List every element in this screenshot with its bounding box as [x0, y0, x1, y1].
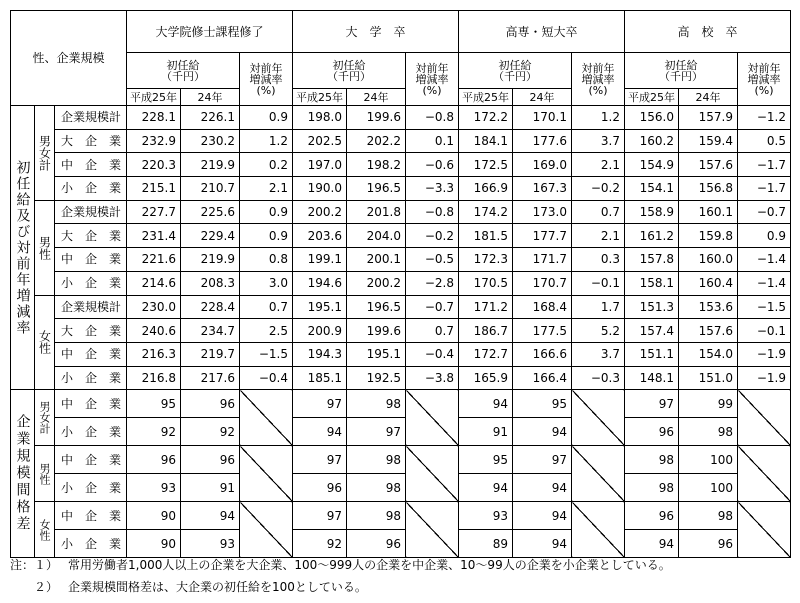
salary-cell: 157.8 — [625, 248, 679, 272]
gap-cell: 98 — [679, 418, 738, 446]
size-label-total: 企業規模計 — [55, 106, 127, 130]
gap-cell: 100 — [679, 474, 738, 502]
rate-header-line2: 増減率 — [415, 72, 449, 86]
rate-cell: −0.4 — [240, 366, 293, 390]
rate-cell: 3.0 — [240, 271, 293, 295]
salary-cell: 219.9 — [181, 248, 240, 272]
salary-cell: 151.1 — [625, 342, 679, 366]
salary-cell: 184.1 — [459, 129, 513, 153]
salary-cell: 226.1 — [181, 106, 240, 130]
rate-cell: 0.9 — [240, 200, 293, 224]
salary-cell: 200.2 — [293, 200, 347, 224]
salary-cell: 166.6 — [513, 342, 572, 366]
rate-header — [240, 53, 293, 106]
rate-header-line2: 増減率 — [249, 72, 283, 86]
size-label-small: 小 企 業 — [55, 177, 127, 201]
section-label-salary — [11, 106, 35, 390]
size-label-small: 小 企 業 — [55, 418, 127, 446]
salary-cell: 198.2 — [347, 153, 406, 177]
salary-header-line2: （千円） — [659, 69, 703, 83]
salary-cell: 198.0 — [293, 106, 347, 130]
gap-cell: 98 — [625, 474, 679, 502]
salary-cell: 157.6 — [679, 319, 738, 343]
gap-cell: 94 — [513, 474, 572, 502]
size-label-medium: 中 企 業 — [55, 342, 127, 366]
salary-cell: 200.2 — [347, 271, 406, 295]
gap-cell: 94 — [513, 530, 572, 558]
salary-cell: 196.5 — [347, 177, 406, 201]
salary-cell: 157.4 — [625, 319, 679, 343]
footnote — [10, 576, 671, 598]
salary-cell: 228.4 — [181, 295, 240, 319]
salary-cell: 159.8 — [679, 224, 738, 248]
empty-diagonal-cell — [738, 502, 791, 558]
rate-cell: 3.7 — [572, 129, 625, 153]
rate-cell: −0.3 — [572, 366, 625, 390]
size-label-total: 企業規模計 — [55, 200, 127, 224]
year-prev-header: 24年 — [679, 89, 738, 106]
gap-cell: 93 — [127, 474, 181, 502]
footnote — [10, 554, 671, 576]
salary-cell: 214.6 — [127, 271, 181, 295]
rate-cell: −0.8 — [406, 106, 459, 130]
rate-cell: −2.8 — [406, 271, 459, 295]
gap-cell: 98 — [347, 390, 406, 418]
salary-cell: 228.1 — [127, 106, 181, 130]
gap-cell: 98 — [679, 502, 738, 530]
salary-cell: 199.6 — [347, 319, 406, 343]
rate-cell: −3.8 — [406, 366, 459, 390]
salary-cell: 171.7 — [513, 248, 572, 272]
size-label-large: 大 企 業 — [55, 129, 127, 153]
rate-cell: −1.9 — [738, 366, 791, 390]
group-header-university: 大 学 卒 — [293, 11, 459, 53]
salary-cell: 185.1 — [293, 366, 347, 390]
salary-cell: 195.1 — [347, 342, 406, 366]
salary-cell: 157.9 — [679, 106, 738, 130]
rate-cell: 3.7 — [572, 342, 625, 366]
rate-cell: −0.2 — [406, 224, 459, 248]
gap-cell: 95 — [459, 446, 513, 474]
gap-cell: 97 — [293, 446, 347, 474]
rate-header — [738, 53, 791, 106]
rate-cell: −1.7 — [738, 153, 791, 177]
section-label-gap-text: 企業規模間格差 — [14, 414, 31, 534]
empty-diagonal-cell — [406, 446, 459, 502]
footnotes — [10, 554, 671, 598]
year-current-header: 平成25年 — [625, 89, 679, 106]
sex-label-text: 男女計 — [37, 134, 52, 171]
salary-cell: 216.8 — [127, 366, 181, 390]
gap-cell: 97 — [293, 502, 347, 530]
salary-cell: 167.3 — [513, 177, 572, 201]
salary-cell: 220.3 — [127, 153, 181, 177]
gap-cell: 96 — [127, 446, 181, 474]
rate-header-line1: 対前年 — [747, 61, 781, 75]
sex-label-male — [35, 446, 55, 502]
rate-header-line3: (%) — [588, 83, 608, 97]
rate-cell: 1.2 — [572, 106, 625, 130]
rate-cell: −0.1 — [572, 271, 625, 295]
group-header-masters: 大学院修士課程修了 — [127, 11, 293, 53]
rate-cell: −0.8 — [406, 200, 459, 224]
size-label-total: 企業規模計 — [55, 295, 127, 319]
salary-cell: 229.4 — [181, 224, 240, 248]
footnote-key: 注：１） — [10, 558, 59, 572]
empty-diagonal-cell — [240, 390, 293, 446]
salary-cell: 225.6 — [181, 200, 240, 224]
rate-header-line2: 増減率 — [747, 72, 781, 86]
salary-cell: 158.9 — [625, 200, 679, 224]
salary-header-line2: （千円） — [493, 69, 537, 83]
salary-cell: 197.0 — [293, 153, 347, 177]
gap-cell: 96 — [625, 418, 679, 446]
salary-cell: 171.2 — [459, 295, 513, 319]
section-label-gap — [11, 390, 35, 558]
year-prev-header: 24年 — [347, 89, 406, 106]
salary-cell: 232.9 — [127, 129, 181, 153]
sex-label-text: 女性 — [37, 330, 52, 355]
salary-header-line1: 初任給 — [498, 58, 532, 72]
empty-diagonal-cell — [240, 502, 293, 558]
gap-cell: 91 — [459, 418, 513, 446]
gap-cell: 90 — [127, 502, 181, 530]
sex-label-all — [35, 390, 55, 446]
gap-cell: 92 — [293, 530, 347, 558]
salary-header-line1: 初任給 — [332, 58, 366, 72]
gap-cell: 94 — [293, 418, 347, 446]
gap-cell: 92 — [127, 418, 181, 446]
sex-label-text: 男性 — [37, 235, 52, 260]
rate-cell: −0.7 — [406, 295, 459, 319]
gap-cell: 97 — [625, 390, 679, 418]
rate-cell: 2.1 — [572, 224, 625, 248]
salary-cell: 160.0 — [679, 248, 738, 272]
gap-cell: 94 — [513, 502, 572, 530]
salary-header — [293, 53, 406, 89]
salary-cell: 194.6 — [293, 271, 347, 295]
salary-cell: 170.1 — [513, 106, 572, 130]
sex-label-male — [35, 200, 55, 295]
salary-cell: 172.7 — [459, 342, 513, 366]
gap-cell: 93 — [459, 502, 513, 530]
size-label-medium: 中 企 業 — [55, 248, 127, 272]
salary-cell: 227.7 — [127, 200, 181, 224]
gap-cell: 89 — [459, 530, 513, 558]
salary-cell: 158.1 — [625, 271, 679, 295]
gap-cell: 100 — [679, 446, 738, 474]
salary-header — [625, 53, 738, 89]
salary-cell: 157.6 — [679, 153, 738, 177]
size-label-small: 小 企 業 — [55, 271, 127, 295]
rate-header-line2: 増減率 — [581, 72, 615, 86]
gap-cell: 96 — [181, 446, 240, 474]
rate-cell: −1.9 — [738, 342, 791, 366]
empty-diagonal-cell — [738, 446, 791, 502]
rate-cell: 1.2 — [240, 129, 293, 153]
salary-cell: 174.2 — [459, 200, 513, 224]
rate-header-line1: 対前年 — [581, 61, 615, 75]
salary-cell: 172.2 — [459, 106, 513, 130]
rate-cell: −1.7 — [738, 177, 791, 201]
gap-cell: 96 — [347, 530, 406, 558]
rate-cell: 0.7 — [406, 319, 459, 343]
rate-cell: 2.1 — [572, 153, 625, 177]
size-label-medium: 中 企 業 — [55, 390, 127, 418]
group-header-high-school: 高 校 卒 — [625, 11, 791, 53]
salary-header-line1: 初任給 — [166, 58, 200, 72]
salary-cell: 219.9 — [181, 153, 240, 177]
salary-cell: 160.2 — [625, 129, 679, 153]
salary-cell: 199.6 — [347, 106, 406, 130]
salary-cell: 201.8 — [347, 200, 406, 224]
rate-cell: 0.2 — [240, 153, 293, 177]
salary-cell: 168.4 — [513, 295, 572, 319]
salary-cell: 165.9 — [459, 366, 513, 390]
salary-cell: 199.1 — [293, 248, 347, 272]
sex-label-text: 女性 — [38, 518, 51, 541]
salary-cell: 231.4 — [127, 224, 181, 248]
salary-cell: 234.7 — [181, 319, 240, 343]
salary-cell: 159.4 — [679, 129, 738, 153]
empty-diagonal-cell — [572, 502, 625, 558]
salary-cell: 177.6 — [513, 129, 572, 153]
gap-cell: 91 — [181, 474, 240, 502]
salary-cell: 161.2 — [625, 224, 679, 248]
rate-cell: 0.7 — [572, 200, 625, 224]
salary-cell: 215.1 — [127, 177, 181, 201]
corner-header: 性、企業規模 — [11, 11, 127, 106]
rate-header-line1: 対前年 — [415, 61, 449, 75]
rate-cell: −1.4 — [738, 271, 791, 295]
rate-header-line3: (%) — [256, 83, 276, 97]
salary-cell: 156.8 — [679, 177, 738, 201]
rate-cell: −1.5 — [240, 342, 293, 366]
salary-cell: 203.6 — [293, 224, 347, 248]
rate-cell: 0.9 — [240, 224, 293, 248]
rate-cell: 0.9 — [240, 106, 293, 130]
salary-cell: 217.6 — [181, 366, 240, 390]
rate-header-line3: (%) — [754, 83, 774, 97]
salary-cell: 148.1 — [625, 366, 679, 390]
salary-cell: 204.0 — [347, 224, 406, 248]
gap-cell: 90 — [127, 530, 181, 558]
salary-cell: 170.5 — [459, 271, 513, 295]
salary-header-line2: （千円） — [327, 69, 371, 83]
size-label-large: 大 企 業 — [55, 319, 127, 343]
salary-cell: 240.6 — [127, 319, 181, 343]
salary-cell: 181.5 — [459, 224, 513, 248]
sex-label-all — [35, 106, 55, 201]
salary-cell: 200.1 — [347, 248, 406, 272]
gap-cell: 92 — [181, 418, 240, 446]
salary-cell: 151.3 — [625, 295, 679, 319]
gap-cell: 97 — [293, 390, 347, 418]
gap-cell: 99 — [679, 390, 738, 418]
salary-cell: 172.3 — [459, 248, 513, 272]
salary-cell: 196.5 — [347, 295, 406, 319]
salary-cell: 153.6 — [679, 295, 738, 319]
salary-cell: 194.3 — [293, 342, 347, 366]
rate-cell: −0.4 — [406, 342, 459, 366]
rate-cell: 5.2 — [572, 319, 625, 343]
salary-cell: 166.9 — [459, 177, 513, 201]
salary-cell: 170.7 — [513, 271, 572, 295]
salary-header-line1: 初任給 — [664, 58, 698, 72]
rate-cell: −0.1 — [738, 319, 791, 343]
salary-header-line2: （千円） — [161, 69, 205, 83]
rate-cell: 0.7 — [240, 295, 293, 319]
gap-cell: 95 — [127, 390, 181, 418]
salary-cell: 172.5 — [459, 153, 513, 177]
sex-label-female — [35, 295, 55, 390]
rate-cell: 2.5 — [240, 319, 293, 343]
gap-cell: 98 — [347, 502, 406, 530]
rate-cell: 0.9 — [738, 224, 791, 248]
salary-cell: 208.3 — [181, 271, 240, 295]
rate-header-line3: (%) — [422, 83, 442, 97]
rate-cell: −3.3 — [406, 177, 459, 201]
salary-cell: 230.2 — [181, 129, 240, 153]
rate-cell: 0.8 — [240, 248, 293, 272]
year-current-header: 平成25年 — [127, 89, 181, 106]
size-label-small: 小 企 業 — [55, 474, 127, 502]
gap-cell: 96 — [679, 530, 738, 558]
empty-diagonal-cell — [572, 446, 625, 502]
salary-cell: 154.9 — [625, 153, 679, 177]
rate-cell: −0.6 — [406, 153, 459, 177]
gap-cell: 94 — [625, 530, 679, 558]
salary-cell: 192.5 — [347, 366, 406, 390]
gap-cell: 94 — [513, 418, 572, 446]
salary-cell: 154.0 — [679, 342, 738, 366]
rate-header — [406, 53, 459, 106]
empty-diagonal-cell — [406, 390, 459, 446]
empty-diagonal-cell — [240, 446, 293, 502]
salary-header — [459, 53, 572, 89]
salary-cell: 221.6 — [127, 248, 181, 272]
size-label-medium: 中 企 業 — [55, 153, 127, 177]
salary-cell: 173.0 — [513, 200, 572, 224]
salary-cell: 154.1 — [625, 177, 679, 201]
section-label-salary-text: 初任給及び対前年増減率 — [14, 159, 31, 336]
rate-cell: 0.3 — [572, 248, 625, 272]
rate-cell: −0.2 — [572, 177, 625, 201]
salary-cell: 200.9 — [293, 319, 347, 343]
salary-header — [127, 53, 240, 89]
gap-cell: 96 — [625, 502, 679, 530]
salary-cell: 230.0 — [127, 295, 181, 319]
size-label-large: 大 企 業 — [55, 224, 127, 248]
salary-cell: 166.4 — [513, 366, 572, 390]
gap-cell: 97 — [347, 418, 406, 446]
salary-cell: 216.3 — [127, 342, 181, 366]
rate-cell: 0.1 — [406, 129, 459, 153]
rate-cell: 0.5 — [738, 129, 791, 153]
rate-header-line1: 対前年 — [249, 61, 283, 75]
sex-label-text: 男女計 — [38, 401, 51, 435]
salary-cell: 151.0 — [679, 366, 738, 390]
gap-cell: 98 — [625, 446, 679, 474]
size-label-small: 小 企 業 — [55, 366, 127, 390]
rate-cell: −1.5 — [738, 295, 791, 319]
gap-cell: 97 — [513, 446, 572, 474]
salary-cell: 219.7 — [181, 342, 240, 366]
rate-cell: 2.1 — [240, 177, 293, 201]
group-header-junior-college: 高専・短大卒 — [459, 11, 625, 53]
sex-label-text: 男性 — [38, 462, 51, 485]
rate-cell: −1.4 — [738, 248, 791, 272]
salary-cell: 160.1 — [679, 200, 738, 224]
sex-label-female — [35, 502, 55, 558]
rate-cell: −0.7 — [738, 200, 791, 224]
gap-cell: 94 — [459, 390, 513, 418]
gap-cell: 96 — [293, 474, 347, 502]
empty-diagonal-cell — [572, 390, 625, 446]
salary-cell: 195.1 — [293, 295, 347, 319]
rate-cell: 1.7 — [572, 295, 625, 319]
salary-cell: 202.2 — [347, 129, 406, 153]
salary-cell: 186.7 — [459, 319, 513, 343]
salary-cell: 210.7 — [181, 177, 240, 201]
gap-cell: 95 — [513, 390, 572, 418]
gap-cell: 96 — [181, 390, 240, 418]
salary-cell: 160.4 — [679, 271, 738, 295]
year-prev-header: 24年 — [513, 89, 572, 106]
footnote-text: 常用労働者1,000人以上の企業を大企業、100～999人の企業を中企業、10～99人の企業を小企業としている。 — [68, 558, 671, 572]
footnote-key: ２） — [10, 580, 59, 594]
salary-cell: 177.5 — [513, 319, 572, 343]
footnote-text: 企業規模間格差は、大企業の初任給を100としている。 — [68, 580, 367, 594]
salary-cell: 169.0 — [513, 153, 572, 177]
year-prev-header: 24年 — [181, 89, 240, 106]
gap-cell: 98 — [347, 474, 406, 502]
salary-cell: 190.0 — [293, 177, 347, 201]
rate-cell: −1.2 — [738, 106, 791, 130]
salary-cell: 177.7 — [513, 224, 572, 248]
empty-diagonal-cell — [406, 502, 459, 558]
salary-cell: 202.5 — [293, 129, 347, 153]
size-label-medium: 中 企 業 — [55, 502, 127, 530]
empty-diagonal-cell — [738, 390, 791, 446]
size-label-medium: 中 企 業 — [55, 446, 127, 474]
rate-header — [572, 53, 625, 106]
year-current-header: 平成25年 — [459, 89, 513, 106]
year-current-header: 平成25年 — [293, 89, 347, 106]
gap-cell: 94 — [459, 474, 513, 502]
size-label-small: 小 企 業 — [55, 530, 127, 558]
gap-cell: 94 — [181, 502, 240, 530]
rate-cell: −0.5 — [406, 248, 459, 272]
salary-cell: 156.0 — [625, 106, 679, 130]
gap-cell: 93 — [181, 530, 240, 558]
gap-cell: 98 — [347, 446, 406, 474]
starting-salary-table — [10, 10, 791, 558]
